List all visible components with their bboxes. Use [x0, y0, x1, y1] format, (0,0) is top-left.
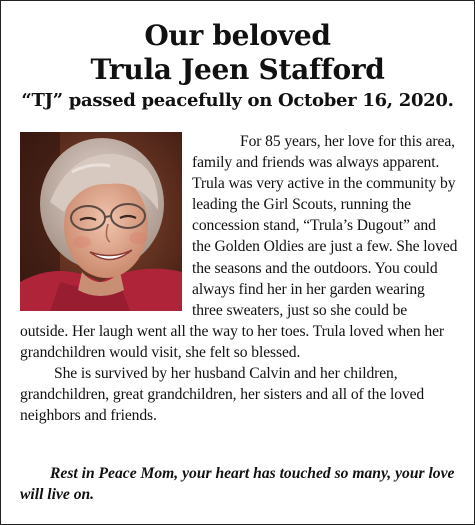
obituary-paragraph: She is survived by her husband Calvin and her children, grandchildren, great grandchildren, her sisters and all of the loved neighbors and friends.: [20, 365, 425, 425]
obituary-paragraph: For 85 years, her love for this area, family and friends was always apparent. Trula was very active in the community by leading the Girl Scouts, running the concession stand, “Trula’s Dugout” and the Golden Oldies are just a few. She loved the seasons and the outdoors. You could always find her in her garden wearing three sweaters, just so she could be outside. Her laugh went all the way to her toes. Trula loved when her grandchildren would visit, she felt so blessed.: [20, 133, 458, 361]
passing-announcement: “TJ” passed peacefully on October 16, 2020.: [21, 90, 454, 111]
heading-line-1: Our beloved: [144, 19, 331, 52]
obituary-body: [20, 131, 458, 426]
closing-message: Rest in Peace Mom, your heart has touched so many, your love will live on.: [20, 465, 455, 503]
deceased-name: Trula Jeen Stafford: [90, 53, 385, 86]
